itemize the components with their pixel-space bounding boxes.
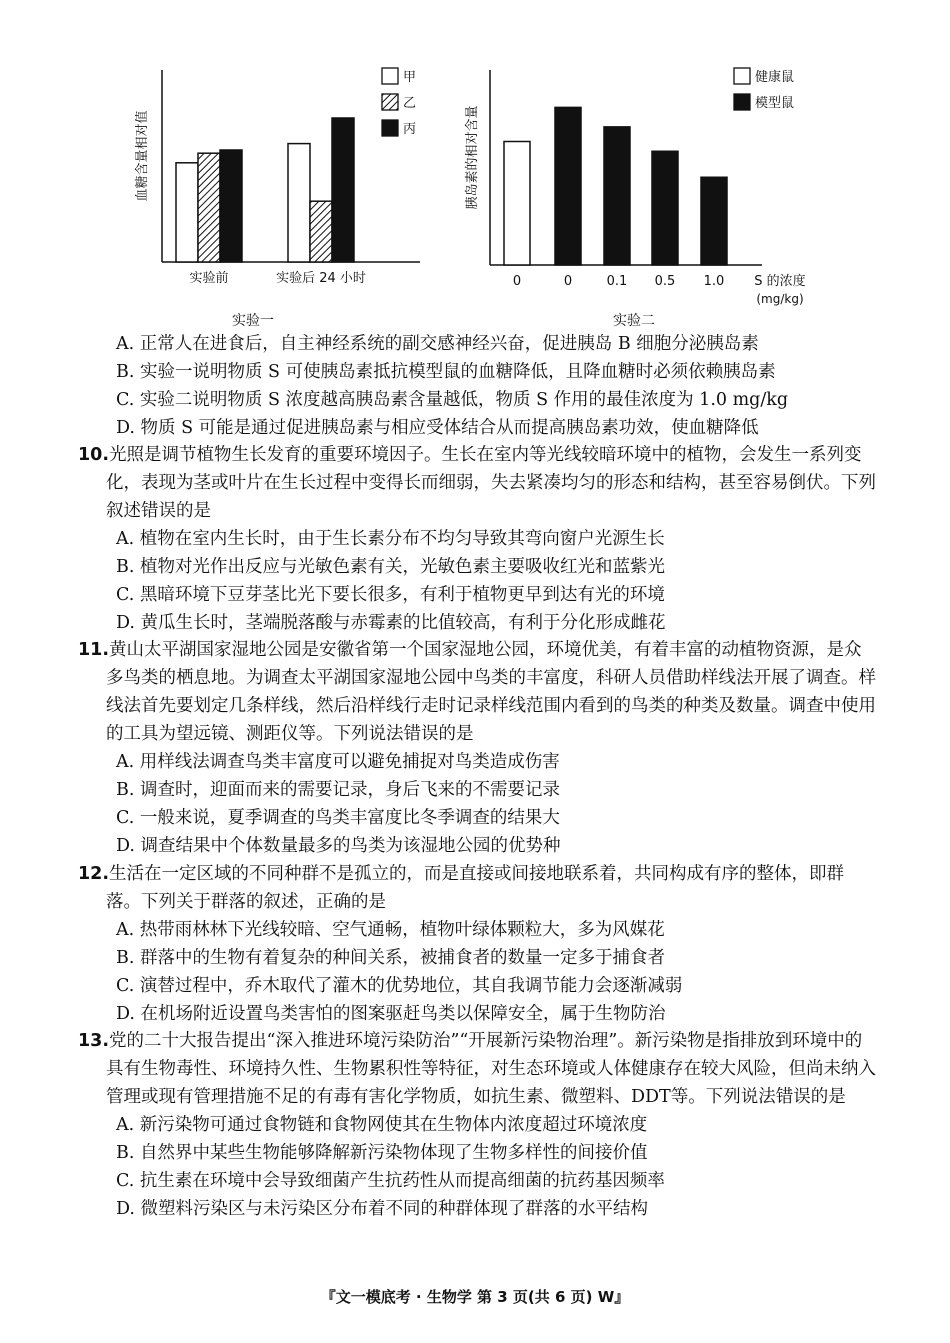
q9-option-d: D. 物质 S 可能是通过促进胰岛素与相应受体结合从而提高胰岛素功效，使血糖降低 (116, 418, 759, 438)
q9-option-c: C. 实验二说明物质 S 浓度越高胰岛素含量越低，物质 S 作用的最佳浓度为 1.0 mg/kg (116, 390, 789, 410)
question-11 (78, 636, 878, 860)
page-footer: 『文一模底考 · 生物学 第 3 页(共 6 页) W』 (320, 1288, 630, 1306)
question-9-options (78, 330, 898, 442)
option-d: D. 调查结果中个体数量最多的鸟类为该湿地公园的优势种 (116, 836, 561, 856)
y-axis-label: 胰岛素的相对含量 (465, 105, 480, 210)
legend-label: 乙 (403, 96, 417, 111)
option-b: B. 自然界中某些生物能够降解新污染物体现了生物多样性的间接价值 (116, 1143, 648, 1163)
y-axis-label: 血糖含量相对值 (135, 110, 150, 202)
question-number: 10. (78, 445, 110, 465)
x-tick-label: 实验后 24 小时 (276, 271, 366, 286)
bar-健康鼠 (504, 142, 530, 266)
question-stem: 光照是调节植物生长发育的重要环境因子。生长在室内等光线较暗环境中的植物，会发生一系列变化，表现为茎或叶片在生长过程中变得长而细弱，失去紧凑均匀的形态和结构，甚至容易倒伏。下列叙述错误的是 (106, 445, 876, 521)
q9-option-b: B. 实验一说明物质 S 可使胰岛素抵抗模型鼠的血糖降低，且降血糖时必须依赖胰岛素 (116, 362, 776, 382)
x-axis-label: S 的浓度 (754, 274, 806, 289)
legend-label: 模型鼠 (755, 96, 795, 111)
bar-乙 (310, 201, 332, 262)
bar-甲 (176, 163, 198, 262)
bar-丙 (220, 150, 242, 262)
option-c: C. 一般来说，夏季调查的鸟类丰富度比冬季调查的结果大 (116, 808, 560, 828)
bar-模型鼠 (652, 151, 678, 265)
option-a: A. 植物在室内生长时，由于生长素分布不均匀导致其弯向窗户光源生长 (116, 529, 665, 549)
option-d: D. 微塑料污染区与未污染区分布着不同的种群体现了群落的水平结构 (116, 1199, 649, 1219)
bar-丙 (332, 118, 354, 262)
x-tick-label: 1.0 (703, 274, 725, 289)
question-13 (78, 1027, 878, 1223)
legend-label: 甲 (403, 70, 417, 85)
question-10 (78, 441, 878, 637)
bar-甲 (288, 144, 310, 262)
question-number: 12. (78, 864, 110, 884)
question-stem: 生活在一定区域的不同种群不是孤立的，而是直接或间接地联系着，共同构成有序的整体，即群落。下列关于群落的叙述，正确的是 (106, 864, 845, 912)
x-tick-label: 0.5 (654, 274, 676, 289)
chart-experiment-one (120, 60, 440, 290)
option-a: A. 用样线法调查鸟类丰富度可以避免捕捉对鸟类造成伤害 (116, 752, 560, 772)
chart-two-caption: 实验二 (613, 313, 655, 329)
option-c: C. 黑暗环境下豆芽茎比光下要长很多，有利于植物更早到达有光的环境 (116, 585, 665, 605)
legend-label: 丙 (403, 122, 417, 137)
chart-experiment-two (462, 60, 822, 310)
question-stem: 黄山太平湖国家湿地公园是安徽省第一个国家湿地公园，环境优美，有着丰富的动植物资源，是众多鸟类的栖息地。为调查太平湖国家湿地公园中鸟类的丰富度，科研人员借助样线法开展了调查。样线法首先要划定几条样线，然后沿样线行走时记录样线范围内看到的鸟类的种类及数量。调查中使用的工具为望远镜、测距仪等。下列说法错误的是 (106, 640, 876, 744)
option-d: D. 在机场附近设置鸟类害怕的图案驱赶鸟类以保障安全，属于生物防治 (116, 1004, 666, 1024)
x-tick-label: 实验前 (189, 271, 229, 286)
option-b: B. 植物对光作出反应与光敏色素有关，光敏色素主要吸收红光和蓝紫光 (116, 557, 665, 577)
legend-swatch-甲 (382, 68, 398, 84)
option-c: C. 抗生素在环境中会导致细菌产生抗药性从而提高细菌的抗药基因频率 (116, 1171, 665, 1191)
option-d: D. 黄瓜生长时，茎端脱落酸与赤霉素的比值较高，有利于分化形成雌花 (116, 613, 666, 633)
chart-one-caption: 实验一 (232, 313, 274, 329)
legend-swatch-模型鼠 (734, 94, 750, 110)
question-number: 13. (78, 1031, 110, 1051)
legend-swatch-健康鼠 (734, 68, 750, 84)
q9-option-a: A. 正常人在进食后，自主神经系统的副交感神经兴奋，促进胰岛 B 细胞分泌胰岛素 (116, 334, 759, 354)
option-b: B. 群落中的生物有着复杂的种间关系，被捕食者的数量一定多于捕食者 (116, 948, 665, 968)
bar-模型鼠 (701, 177, 727, 265)
bar-乙 (198, 153, 220, 262)
option-a: A. 新污染物可通过食物链和食物网使其在生物体内浓度超过环境浓度 (116, 1115, 648, 1135)
option-a: A. 热带雨林林下光线较暗、空气通畅，植物叶绿体颗粒大，多为风媒花 (116, 920, 665, 940)
bar-模型鼠 (604, 127, 630, 265)
legend-label: 健康鼠 (755, 70, 795, 85)
option-b: B. 调查时，迎面而来的需要记录，身后飞来的不需要记录 (116, 780, 560, 800)
x-tick-label: 0 (563, 274, 573, 289)
legend-swatch-丙 (382, 120, 398, 136)
x-tick-label: 0 (512, 274, 522, 289)
option-c: C. 演替过程中，乔木取代了灌木的优势地位，其自我调节能力会逐渐减弱 (116, 976, 683, 996)
question-12 (78, 860, 878, 1028)
x-tick-label: 0.1 (606, 274, 628, 289)
bar-模型鼠 (555, 107, 581, 265)
x-axis-unit: (mg/kg) (756, 292, 804, 306)
question-number: 11. (78, 640, 110, 660)
legend-swatch-乙 (382, 94, 398, 110)
question-stem: 党的二十大报告提出“深入推进环境污染防治”“开展新污染物治理”。新污染物是指排放到环境中的具有生物毒性、环境持久性、生物累积性等特征，对生态环境或人体健康存在较大风险，但尚未纳入管理或现有管理措施不足的有毒有害化学物质，如抗生素、微塑料、DDT等。下列说法错误的是 (106, 1031, 876, 1107)
